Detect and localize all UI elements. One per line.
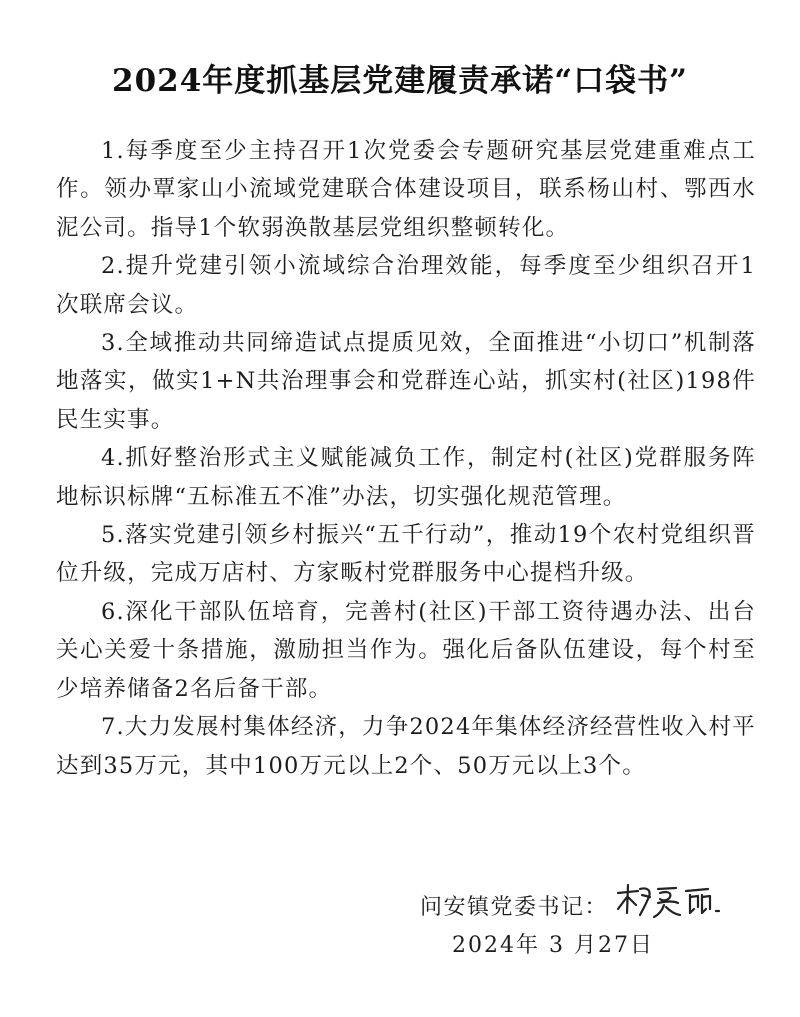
signature-block	[420, 885, 760, 925]
commitment-item-6: 6.深化干部队伍培育，完善村(社区)干部工资待遇办法、出台关心关爱十条措施，激励担当作为。强化后备队伍建设，每个村至少培养储备2名后备干部。	[56, 598, 756, 702]
commitment-item-4: 4.抓好整治形式主义赋能减负工作，制定村(社区)党群服务阵地标识标牌“五标准五不准”办法，切实强化规范管理。	[56, 445, 756, 510]
commitment-item-7: 7.大力发展村集体经济，力争2024年集体经济经营性收入村平达到35万元，其中100万元以上2个、50万元以上3个。	[56, 714, 756, 779]
document-title: 2024年度抓基层党建履责承诺“口袋书”	[112, 63, 688, 99]
commitment-item-2: 2.提升党建引领小流域综合治理效能，每季度至少组织召开1次联席会议。	[56, 253, 756, 318]
handwritten-signature	[612, 879, 732, 923]
commitment-item-1: 1.每季度至少主持召开1次党委会专题研究基层党建重难点工作。领办覃家山小流域党建联合体建设项目，联系杨山村、鄂西水泥公司。指导1个软弱涣散基层党组织整顿转化。	[56, 138, 756, 241]
document-body	[56, 132, 756, 785]
signature-line	[420, 885, 760, 925]
commitment-item-5: 5.落实党建引领乡村振兴“五千行动”，推动19个农村党组织晋位升级，完成万店村、方家畈村党群服务中心提档升级。	[56, 522, 756, 587]
signatory-title: 问安镇党委书记：	[420, 894, 609, 920]
commitment-item-3: 3.全域推动共同缔造试点提质见效，全面推进“小切口”机制落地落实，做实1+N共治理事会和党群连心站，抓实村(社区)198件民生实事。	[56, 330, 756, 433]
document-date: 2024年 3 月27日	[452, 933, 654, 958]
